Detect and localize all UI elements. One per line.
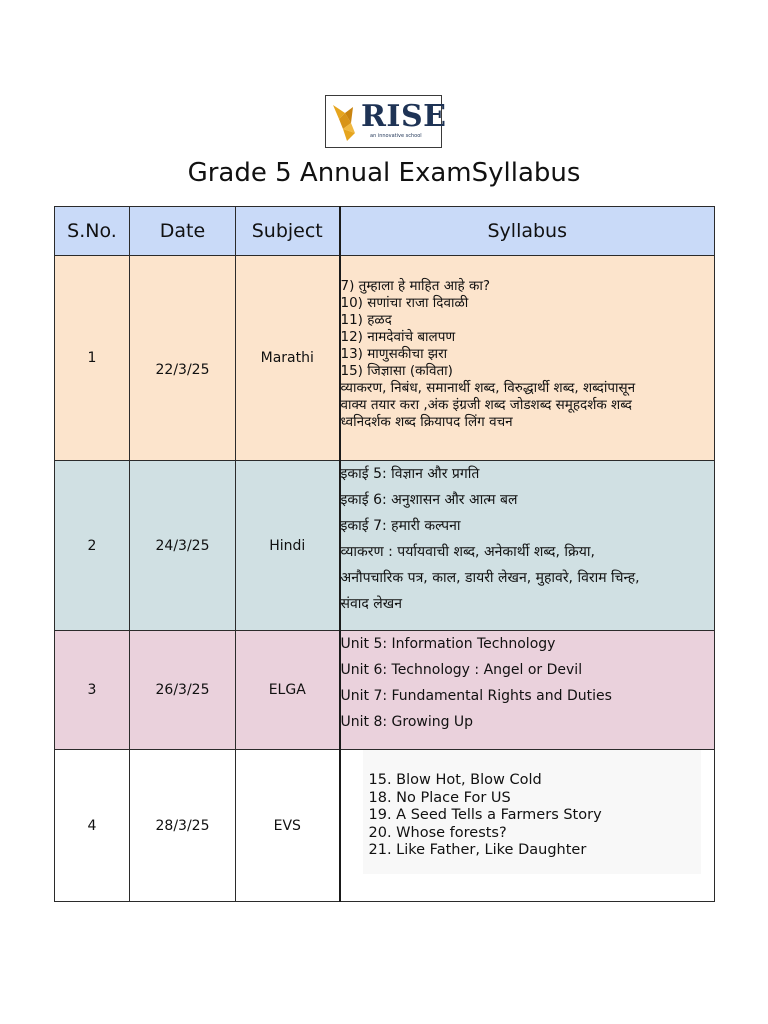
header-sno: S.No. <box>55 207 130 256</box>
table-row <box>55 750 715 902</box>
syllabus-line: 15) जिज्ञासा (कविता) <box>340 363 453 379</box>
cell-subject: Marathi <box>236 256 340 461</box>
cell-date: 26/3/25 <box>130 631 236 750</box>
evs-chapter-box <box>363 750 701 874</box>
syllabus-line: व्याकरण, निबंध, समानार्थी शब्द, विरुद्धार्थी शब्द, शब्दांपासून <box>340 380 636 396</box>
syllabus-line: Unit 6: Technology : Angel or Devil <box>340 662 583 678</box>
syllabus-line: इकाई 5: विज्ञान और प्रगति <box>340 466 480 482</box>
date-text: 22/3/25 <box>155 362 210 378</box>
cell-sno: 4 <box>55 750 130 902</box>
header-subject: Subject <box>236 207 340 256</box>
syllabus-line: Unit 5: Information Technology <box>340 636 556 652</box>
syllabus-line: व्याकरण : पर्यायवाची शब्द, अनेकार्थी शब्द, क्रिया, <box>340 544 595 560</box>
cell-sno: 3 <box>55 631 130 750</box>
page-title: Grade 5 Annual ExamSyllabus <box>187 158 581 188</box>
syllabus-line: 10) सणांचा राजा दिवाळी <box>340 295 469 311</box>
syllabus-line: 11) हळद <box>340 312 392 328</box>
table-row <box>55 461 715 631</box>
syllabus-line: 7) तुम्हाला हे माहित आहे का? <box>340 278 490 294</box>
cell-date <box>130 256 236 461</box>
logo-wordmark: RISE <box>361 99 447 134</box>
syllabus-line: ध्वनिदर्शक शब्द क्रियापद लिंग वचन <box>340 414 513 430</box>
syllabus-line: 21. Like Father, Like Daughter <box>368 842 587 858</box>
school-logo <box>325 95 447 148</box>
syllabus-table <box>54 206 715 902</box>
syllabus-line: 19. A Seed Tells a Farmers Story <box>368 807 602 823</box>
syllabus-line: 15. Blow Hot, Blow Cold <box>368 772 542 788</box>
syllabus-line: 12) नामदेवांचे बालपण <box>340 329 456 345</box>
cell-subject: ELGA <box>236 631 340 750</box>
cell-subject: EVS <box>236 750 340 902</box>
header-date: Date <box>130 207 236 256</box>
cell-syllabus <box>340 256 715 461</box>
cell-syllabus <box>340 461 715 631</box>
syllabus-line: वाक्य तयार करा ,अंक इंग्रजी शब्द जोडशब्द समूहदर्शक शब्द <box>340 397 632 413</box>
cell-syllabus <box>340 631 715 750</box>
cell-sno: 1 <box>55 256 130 461</box>
syllabus-line: 20. Whose forests? <box>368 824 507 841</box>
table-row <box>55 256 715 461</box>
cell-sno: 2 <box>55 461 130 631</box>
table-row <box>55 631 715 750</box>
syllabus-line: अनौपचारिक पत्र, काल, डायरी लेखन, मुहावरे, विराम चिन्ह, <box>340 570 640 586</box>
cell-date: 24/3/25 <box>130 461 236 631</box>
cell-syllabus <box>340 750 715 902</box>
syllabus-line: Unit 7: Fundamental Rights and Duties <box>340 688 612 704</box>
table-header-row <box>55 207 715 256</box>
syllabus-line: 18. No Place For US <box>368 789 511 806</box>
logo-tagline: an innovative school <box>370 133 422 139</box>
header-syllabus: Syllabus <box>340 207 715 256</box>
syllabus-line: इकाई 7: हमारी कल्पना <box>340 518 461 534</box>
syllabus-line: संवाद लेखन <box>340 596 402 612</box>
syllabus-line: इकाई 6: अनुशासन और आत्म बल <box>340 492 518 508</box>
cell-date: 28/3/25 <box>130 750 236 902</box>
syllabus-line: Unit 8: Growing Up <box>340 714 474 730</box>
syllabus-line: 13) माणुसकीचा झरा <box>340 346 448 362</box>
cell-subject: Hindi <box>236 461 340 631</box>
